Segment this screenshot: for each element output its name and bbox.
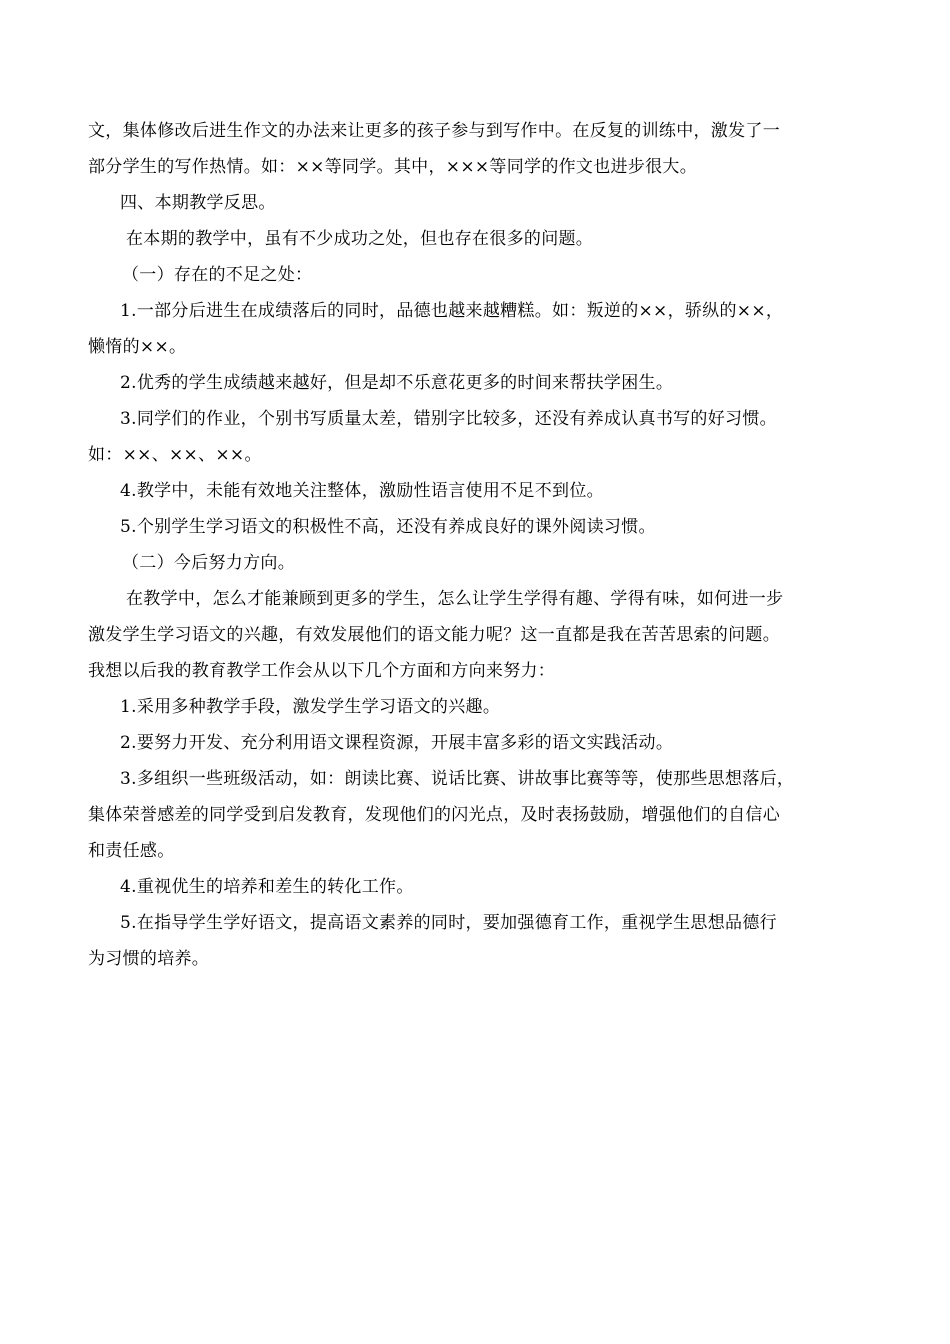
body-text-line: 我想以后我的教育教学工作会从以下几个方面和方向来努力： xyxy=(88,661,556,681)
list-item: 5.个别学生学习语文的积极性不高，还没有养成良好的课外阅读习惯。 xyxy=(120,517,656,537)
body-text-line: 文，集体修改后进生作文的办法来让更多的孩子参与到写作中。在反复的训练中，激发了一 xyxy=(88,121,780,141)
list-item-continuation: 为习惯的培养。 xyxy=(88,949,210,969)
list-item: 4.重视优生的培养和差生的转化工作。 xyxy=(120,877,414,897)
list-item: 1.采用多种教学手段，激发学生学习语文的兴趣。 xyxy=(120,697,501,717)
section-heading: 四、本期教学反思。 xyxy=(120,193,276,213)
list-item-continuation: 集体荣誉感差的同学受到启发教育，发现他们的闪光点，及时表扬鼓励，增强他们的自信心 xyxy=(88,805,780,825)
body-text-line: 在教学中，怎么才能兼顾到更多的学生，怎么让学生学得有趣、学得有味，如何进一步 xyxy=(126,589,784,609)
list-item: 5.在指导学生学好语文，提高语文素养的同时，要加强德育工作，重视学生思想品德行 xyxy=(120,913,777,933)
list-item-continuation: 如：××、××、××。 xyxy=(88,445,262,465)
body-text-line: 在本期的教学中，虽有不少成功之处，但也存在很多的问题。 xyxy=(126,229,594,249)
list-item-continuation: 懒惰的××。 xyxy=(88,337,187,357)
list-item: 4.教学中，未能有效地关注整体，激励性语言使用不足不到位。 xyxy=(120,481,604,501)
subsection-heading: （二）今后努力方向。 xyxy=(122,553,295,573)
subsection-heading: （一）存在的不足之处： xyxy=(122,265,313,285)
list-item: 3.同学们的作业，个别书写质量太差，错别字比较多，还没有养成认真书写的好习惯。 xyxy=(120,409,777,429)
list-item: 1.一部分后进生在成绩落后的同时，品德也越来越糟糕。如：叛逆的××，骄纵的××， xyxy=(120,301,784,321)
list-item: 2.优秀的学生成绩越来越好，但是却不乐意花更多的时间来帮扶学困生。 xyxy=(120,373,674,393)
list-item: 3.多组织一些班级活动，如：朗读比赛、说话比赛、讲故事比赛等等，使那些思想落后， xyxy=(120,769,795,789)
body-text-line: 部分学生的写作热情。如：××等同学。其中，×××等同学的作文也进步很大。 xyxy=(88,157,698,177)
document-body xyxy=(88,113,878,977)
body-text-line: 激发学生学习语文的兴趣，有效发展他们的语文能力呢？这一直都是我在苦苦思索的问题。 xyxy=(88,625,780,645)
list-item: 2.要努力开发、充分利用语文课程资源，开展丰富多彩的语文实践活动。 xyxy=(120,733,674,753)
list-item-continuation: 和责任感。 xyxy=(88,841,175,861)
